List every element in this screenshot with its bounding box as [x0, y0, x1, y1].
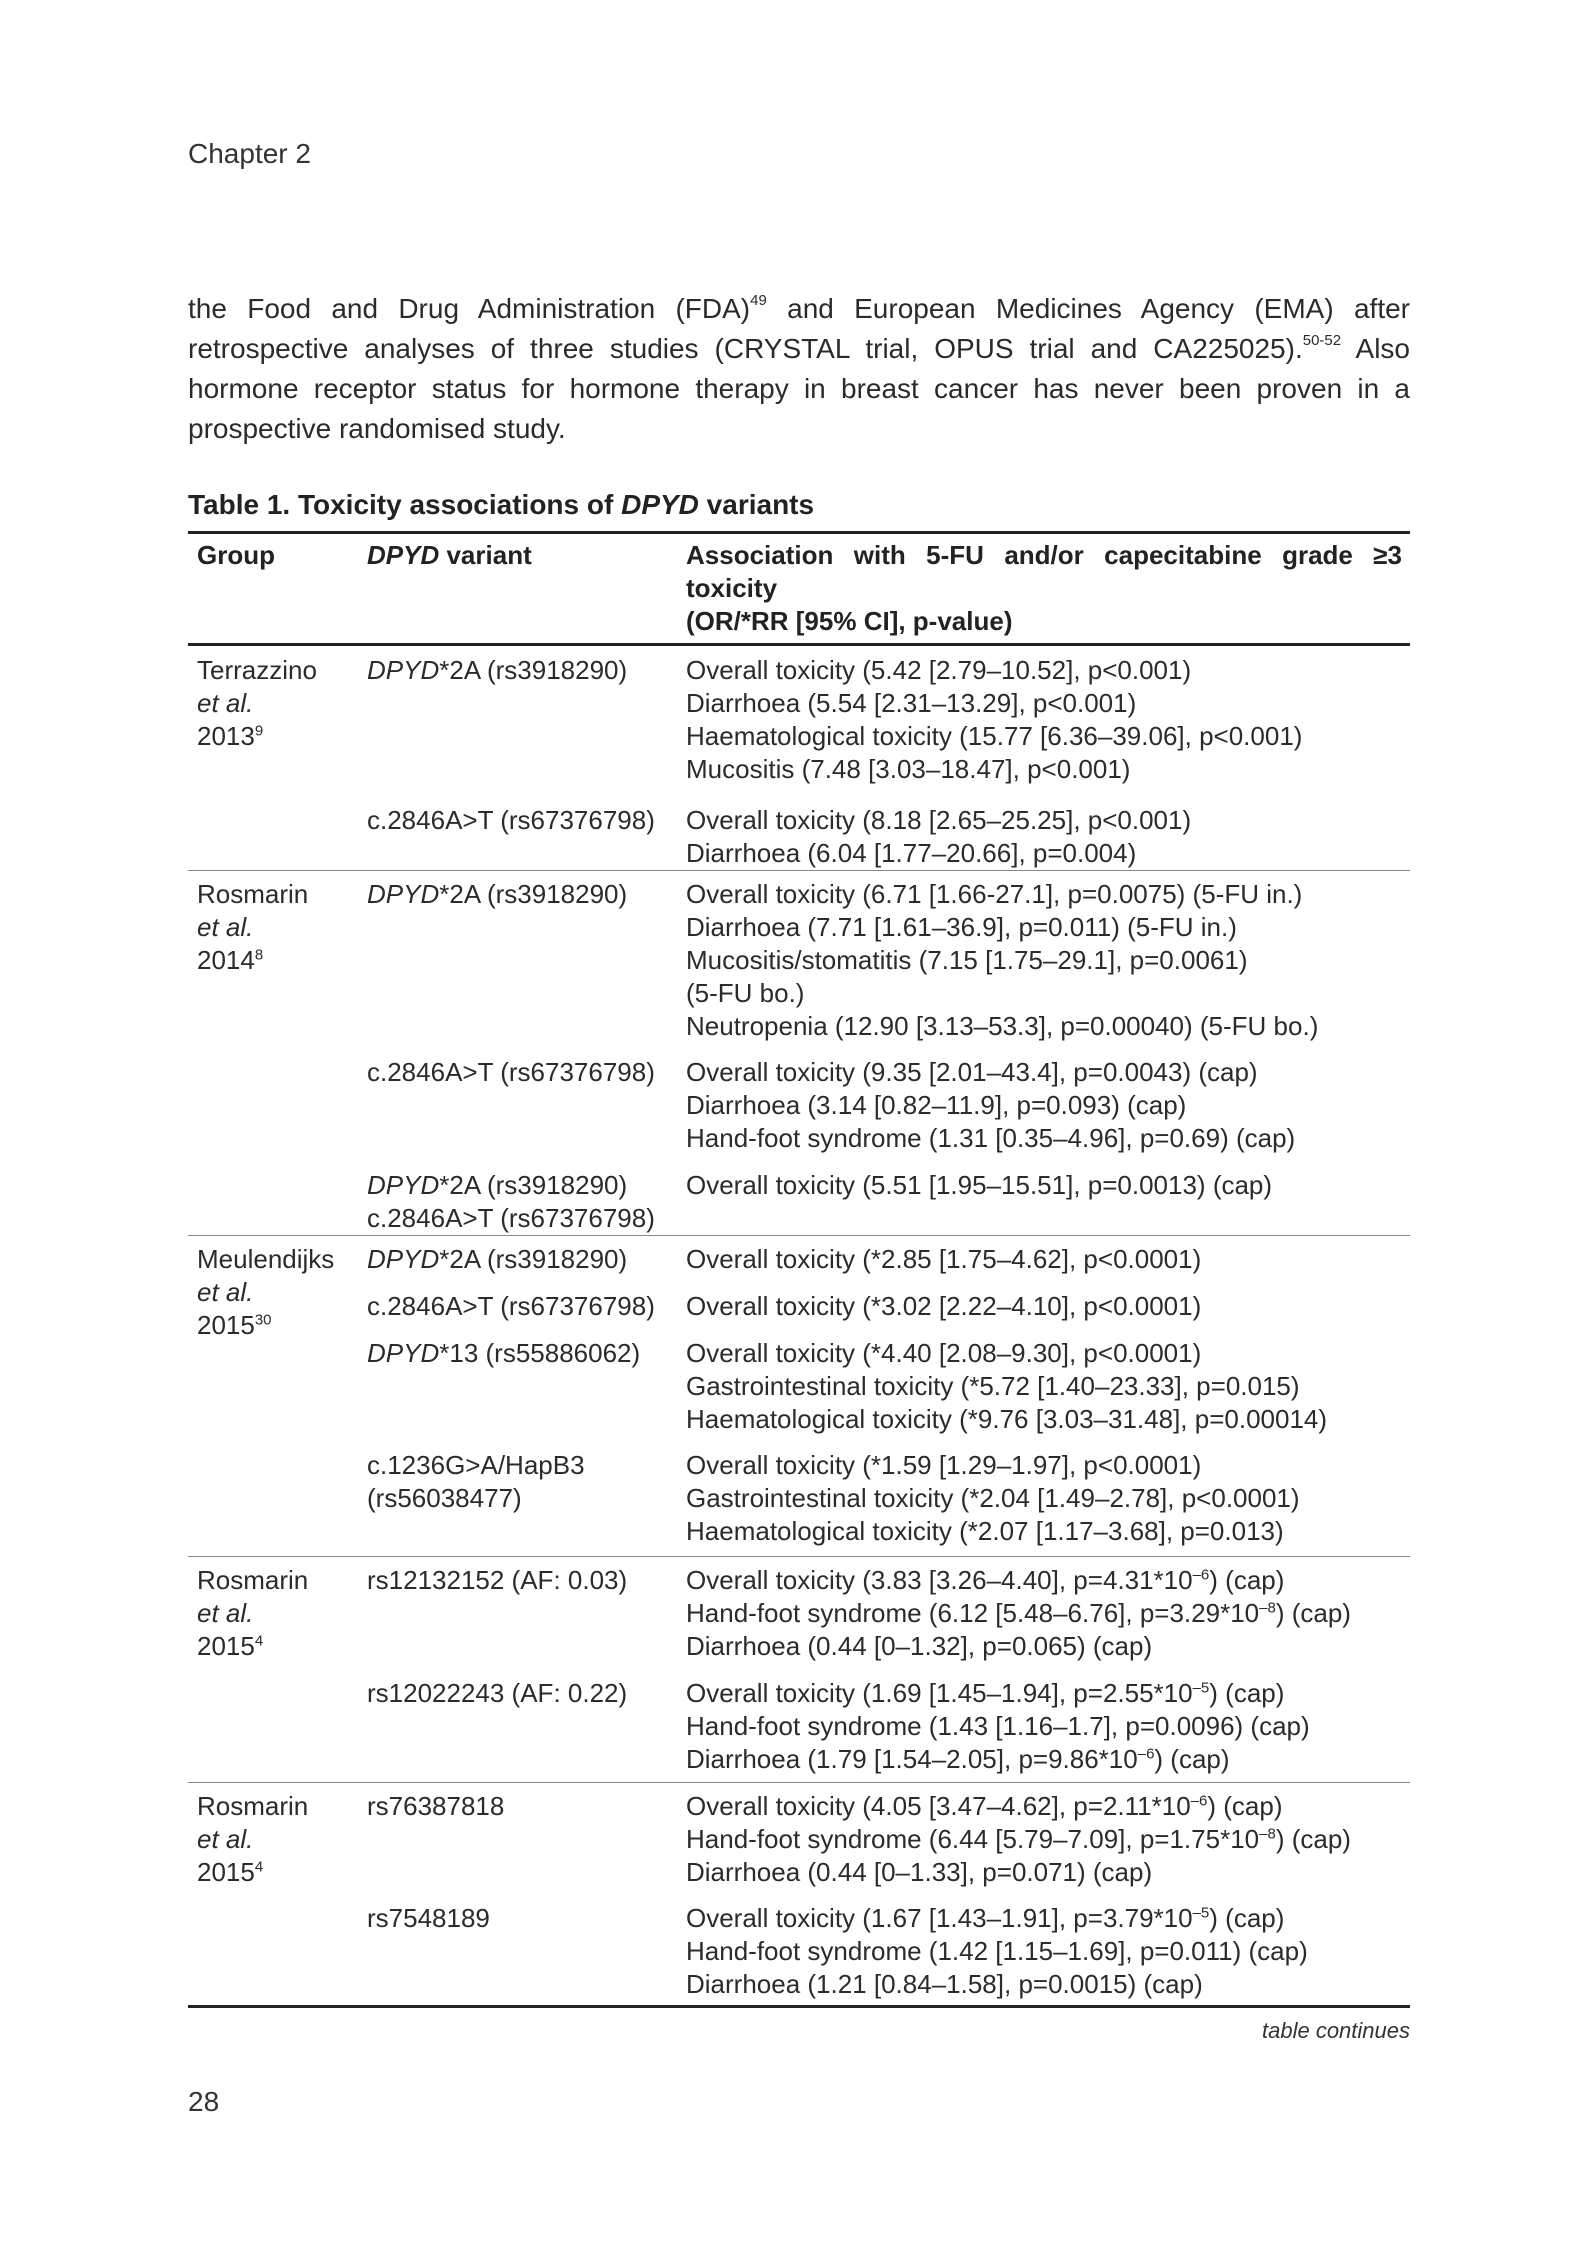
- association-line: Gastrointestinal toxicity (*5.72 [1.40–23.33], p=0.015): [686, 1371, 1300, 1401]
- table-title-suffix: variants: [698, 489, 815, 520]
- association-line: Haematological toxicity (*2.07 [1.17–3.68], p=0.013): [686, 1516, 1284, 1546]
- table-bottom-rule: [188, 2005, 1410, 2008]
- paragraph-text-2: and European Medicines Agency (EMA) after retrospective analyses of three studies (CRYSTAL trial, OPUS trial and CA225025).: [188, 293, 1410, 364]
- association-text: ) (cap): [1209, 1565, 1285, 1595]
- variant-c2846: c.2846A>T (rs67376798): [367, 1057, 655, 1087]
- table-header-rule: [188, 643, 1410, 646]
- table-title-gene: DPYD: [621, 489, 699, 520]
- association-exponent: –5: [1192, 1679, 1210, 1697]
- association-line: Overall toxicity (5.42 [2.79–10.52], p<0.001): [686, 655, 1192, 685]
- group-name: Meulendijks: [197, 1244, 335, 1274]
- association-text: ) (cap): [1207, 1791, 1283, 1821]
- association-line: Overall toxicity (5.51 [1.95–15.51], p=0.0013) (cap): [686, 1170, 1273, 1200]
- association-block: [686, 1337, 1327, 1436]
- variant-label: *2A (rs3918290): [439, 879, 628, 909]
- association-exponent: –8: [1259, 1825, 1276, 1843]
- group-etal: et al.: [197, 1277, 254, 1307]
- association-line: Hand-foot syndrome (1.42 [1.15–1.69], p=0.011) (cap): [686, 1936, 1308, 1966]
- table-top-rule: [188, 531, 1410, 534]
- association-block: [686, 1677, 1310, 1776]
- variant-gene: DPYD: [367, 655, 440, 685]
- association-line: [686, 1564, 1351, 1597]
- paragraph-text-1: the Food and Drug Administration (FDA): [188, 293, 751, 324]
- association-line: Diarrhoea (3.14 [0.82–11.9], p=0.093) (cap): [686, 1090, 1187, 1120]
- variant-combined-line2: c.2846A>T (rs67376798): [367, 1203, 655, 1233]
- group-year-value: 2014: [197, 945, 255, 975]
- association-line: Neutropenia (12.90 [3.13–53.3], p=0.00040) (5-FU bo.): [686, 1011, 1319, 1041]
- table-title-prefix: Table 1. Toxicity associations of: [188, 489, 622, 520]
- association-line: Diarrhoea (1.21 [0.84–1.58], p=0.0015) (cap): [686, 1969, 1203, 1999]
- group-divider: [188, 1235, 1410, 1236]
- variant-combined-line1: [367, 1169, 655, 1202]
- association-block: [686, 1564, 1351, 1663]
- group-rosmarin-2014: [197, 878, 308, 977]
- group-year-value: 2015: [197, 1310, 255, 1340]
- association-text: Overall toxicity (3.83 [3.26–4.40], p=4.31*10: [686, 1565, 1193, 1595]
- association-exponent: –6: [1137, 1745, 1155, 1763]
- group-year: [197, 1630, 308, 1663]
- variant-rs12022243: rs12022243 (AF: 0.22): [367, 1678, 628, 1708]
- association-text: ) (cap): [1275, 1598, 1351, 1628]
- variant-dpyd-2a: [367, 654, 627, 687]
- association-text: Hand-foot syndrome (6.12 [5.48–6.76], p=3.29*10: [686, 1598, 1260, 1628]
- association-line: Overall toxicity (6.71 [1.66-27.1], p=0.0075) (5-FU in.): [686, 879, 1303, 909]
- group-rosmarin-2015-b: [197, 1790, 308, 1889]
- group-reference: 9: [254, 722, 264, 740]
- association-text: Overall toxicity (4.05 [3.47–4.62], p=2.11*10: [686, 1791, 1191, 1821]
- table-title: [188, 489, 814, 521]
- group-rosmarin-2015-a: [197, 1564, 308, 1663]
- reference-49: 49: [750, 291, 767, 309]
- group-year: [197, 720, 317, 753]
- variant-rs7548189: rs7548189: [367, 1903, 490, 1933]
- association-line: Hand-foot syndrome (1.43 [1.16–1.7], p=0.0096) (cap): [686, 1711, 1310, 1741]
- association-block: [686, 654, 1302, 786]
- variant-rs76387818: rs76387818: [367, 1791, 505, 1821]
- group-divider: [188, 1556, 1410, 1557]
- association-line: [686, 1790, 1351, 1823]
- variant-label: *2A (rs3918290): [439, 655, 628, 685]
- variant-combined: [367, 1169, 655, 1235]
- association-exponent: –8: [1259, 1599, 1276, 1617]
- column-header-variant-suffix: variant: [439, 540, 532, 570]
- variant-gene: DPYD: [367, 1244, 440, 1274]
- variant-c1236-line2: (rs56038477): [367, 1483, 522, 1513]
- association-block: [686, 1056, 1295, 1155]
- variant-dpyd-2a: [367, 878, 627, 911]
- group-year: [197, 944, 308, 977]
- association-line: Hand-foot syndrome (1.31 [0.35–4.96], p=0.69) (cap): [686, 1123, 1296, 1153]
- column-header-variant-gene: DPYD: [367, 540, 440, 570]
- group-etal: et al.: [197, 688, 254, 718]
- association-line: Haematological toxicity (15.77 [6.36–39.06], p<0.001): [686, 721, 1303, 751]
- association-exponent: –6: [1190, 1792, 1208, 1810]
- group-year-value: 2013: [197, 721, 255, 751]
- association-block: [686, 878, 1318, 1043]
- association-text: ) (cap): [1209, 1678, 1285, 1708]
- paragraph-text-3: Also hormone receptor status for hormone therapy in breast cancer has never been proven in a prospective randomised study.: [188, 333, 1411, 444]
- association-exponent: –6: [1192, 1566, 1210, 1584]
- association-block: [686, 804, 1191, 870]
- association-block: [686, 1902, 1308, 2001]
- group-year-value: 2015: [197, 1857, 255, 1887]
- variant-label: *2A (rs3918290): [439, 1170, 628, 1200]
- variant-rs12132152: rs12132152 (AF: 0.03): [367, 1565, 628, 1595]
- table-continues-note: table continues: [1262, 2018, 1410, 2043]
- association-line: Overall toxicity (9.35 [2.01–43.4], p=0.0043) (cap): [686, 1057, 1258, 1087]
- group-etal: et al.: [197, 1598, 254, 1628]
- body-paragraph: [188, 289, 1410, 449]
- association-line: [686, 1902, 1308, 1935]
- association-line: Overall toxicity (*4.40 [2.08–9.30], p<0.0001): [686, 1338, 1202, 1368]
- association-block: [686, 1169, 1272, 1202]
- variant-dpyd-13: [367, 1337, 640, 1370]
- variant-dpyd-2a: [367, 1243, 627, 1276]
- association-line: Diarrhoea (0.44 [0–1.33], p=0.071) (cap): [686, 1857, 1153, 1887]
- association-line: [686, 1597, 1351, 1630]
- group-year-value: 2015: [197, 1631, 255, 1661]
- association-line: Diarrhoea (0.44 [0–1.32], p=0.065) (cap): [686, 1631, 1153, 1661]
- association-line: Mucositis/stomatitis (7.15 [1.75–29.1], p=0.0061): [686, 945, 1248, 975]
- association-block: [686, 1790, 1351, 1889]
- association-line: Diarrhoea (6.04 [1.77–20.66], p=0.004): [686, 838, 1137, 868]
- chapter-header: Chapter 2: [188, 138, 311, 169]
- variant-label: *2A (rs3918290): [439, 1244, 628, 1274]
- group-etal: et al.: [197, 1824, 254, 1854]
- group-divider: [188, 1782, 1410, 1783]
- group-reference: 30: [254, 1311, 272, 1329]
- association-exponent: –5: [1192, 1904, 1210, 1922]
- group-reference: 4: [254, 1632, 264, 1650]
- association-line: Mucositis (7.48 [3.03–18.47], p<0.001): [686, 754, 1131, 784]
- variant-label: *13 (rs55886062): [439, 1338, 641, 1368]
- association-line: Diarrhoea (7.71 [1.61–36.9], p=0.011) (5-FU in.): [686, 912, 1237, 942]
- variant-c1236: [367, 1449, 585, 1515]
- group-name: Rosmarin: [197, 879, 309, 909]
- variant-gene: DPYD: [367, 1338, 440, 1368]
- page-number: 28: [188, 2086, 220, 2117]
- group-name: Rosmarin: [197, 1791, 309, 1821]
- column-header-group: Group: [197, 540, 275, 570]
- association-text: ) (cap): [1209, 1903, 1285, 1933]
- association-line: Diarrhoea (5.54 [2.31–13.29], p<0.001): [686, 688, 1137, 718]
- association-text: ) (cap): [1275, 1824, 1351, 1854]
- column-header-association-line3: (OR/*RR [95% CI], p-value): [686, 606, 1013, 636]
- variant-c2846: c.2846A>T (rs67376798): [367, 805, 655, 835]
- association-line: [686, 1677, 1310, 1710]
- association-text: Hand-foot syndrome (6.44 [5.79–7.09], p=1.75*10: [686, 1824, 1260, 1854]
- group-year: [197, 1856, 308, 1889]
- association-text: Overall toxicity (1.67 [1.43–1.91], p=3.79*10: [686, 1903, 1193, 1933]
- variant-c2846: c.2846A>T (rs67376798): [367, 1291, 655, 1321]
- association-line: Gastrointestinal toxicity (*2.04 [1.49–2.78], p<0.0001): [686, 1483, 1300, 1513]
- column-header-association: [686, 539, 1402, 638]
- variant-c1236-line1: c.1236G>A/HapB3: [367, 1450, 585, 1480]
- association-text: Diarrhoea (1.79 [1.54–2.05], p=9.86*10: [686, 1744, 1138, 1774]
- association-block: [686, 1449, 1300, 1548]
- association-text: Overall toxicity (1.69 [1.45–1.94], p=2.55*10: [686, 1678, 1193, 1708]
- association-line: [686, 1743, 1310, 1776]
- variant-gene: DPYD: [367, 879, 440, 909]
- column-header-variant: [367, 539, 532, 572]
- column-header-association-line2: toxicity: [686, 573, 778, 603]
- association-line: [686, 1823, 1351, 1856]
- group-etal: et al.: [197, 912, 254, 942]
- group-name: Rosmarin: [197, 1565, 309, 1595]
- group-reference: 4: [254, 1858, 264, 1876]
- variant-gene: DPYD: [367, 1170, 440, 1200]
- association-line: (5-FU bo.): [686, 978, 805, 1008]
- group-meulendijks: [197, 1243, 334, 1342]
- reference-50-52: 50-52: [1302, 331, 1342, 349]
- association-line: Overall toxicity (*2.85 [1.75–4.62], p<0.0001): [686, 1244, 1202, 1274]
- group-terrazzino: [197, 654, 317, 753]
- group-year: [197, 1309, 334, 1342]
- association-line: Overall toxicity (*1.59 [1.29–1.97], p<0.0001): [686, 1450, 1202, 1480]
- association-line: Overall toxicity (8.18 [2.65–25.25], p<0.001): [686, 805, 1192, 835]
- group-divider: [188, 870, 1410, 871]
- association-text: ) (cap): [1154, 1744, 1230, 1774]
- association-line: Overall toxicity (*3.02 [2.22–4.10], p<0.0001): [686, 1291, 1202, 1321]
- column-header-association-line1: Association with 5-FU and/or capecitabine grade ≥3: [686, 540, 1402, 570]
- group-name: Terrazzino: [197, 655, 317, 685]
- association-line: Haematological toxicity (*9.76 [3.03–31.48], p=0.00014): [686, 1404, 1328, 1434]
- group-reference: 8: [254, 946, 264, 964]
